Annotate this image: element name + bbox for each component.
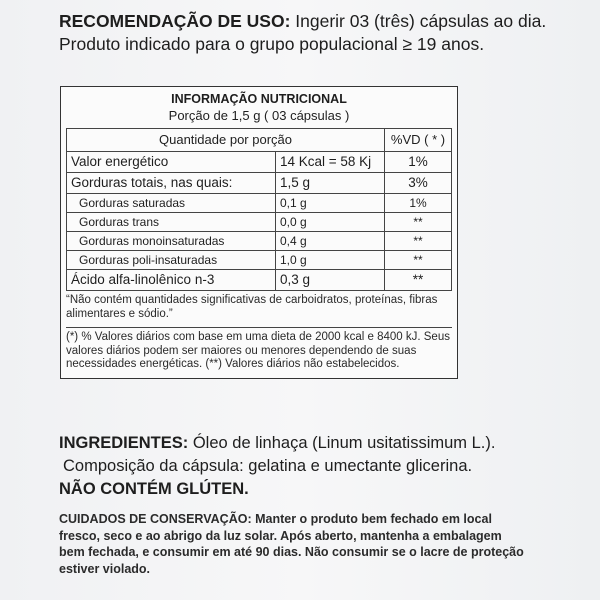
table-row	[67, 251, 452, 270]
table-row	[67, 213, 452, 232]
nutrition-portion: Porção de 1,5 g ( 03 cápsulas )	[168, 108, 350, 123]
usage-recommendation-text: Ingerir 03 (três) cápsulas ao dia. Produto indicado para o grupo populacional ≥ 19 anos.	[59, 11, 547, 54]
header-vd: %VD ( * )	[385, 129, 452, 152]
table-row	[67, 194, 452, 213]
table-row	[67, 173, 452, 194]
nutrient-name: Valor energético	[67, 152, 276, 173]
table-row	[67, 270, 452, 291]
nutrition-note-not-significant: “Não contém quantidades significativas de carboidratos, proteínas, fibras alimentares e sódio.”	[66, 294, 452, 328]
nutrient-qty: 1,5 g	[276, 173, 385, 194]
table-row	[67, 152, 452, 173]
nutrient-vd: **	[385, 270, 452, 291]
nutrition-grid	[66, 128, 452, 291]
storage-instructions: CUIDADOS DE CONSERVAÇÃO: Manter o produto bem fechado em local fresco, seco e ao abrigo da luz solar. Após aberto, mantenha a embalagem bem fechada, e consumir em até 90 dias. Não consumir se o lacre de proteção estiver violado.	[59, 512, 524, 576]
nutrition-facts-table	[60, 86, 458, 379]
ingredients-line	[59, 432, 589, 455]
gluten-notice: NÃO CONTÉM GLÚTEN.	[59, 480, 249, 498]
nutrient-name: Gorduras monoinsaturadas	[67, 232, 276, 251]
table-row	[67, 232, 452, 251]
nutrient-qty: 14 Kcal = 58 Kj	[276, 152, 385, 173]
nutrient-qty: 0,0 g	[276, 213, 385, 232]
nutrient-qty: 0,3 g	[276, 270, 385, 291]
nutrient-qty: 1,0 g	[276, 251, 385, 270]
nutrition-note-daily-values: (*) % Valores diários com base em uma dieta de 2000 kcal e 8400 kJ. Seus valores diários podem ser maiores ou menores dependendo de suas necessidades energéticas. (**) Valores diários não estabelecidos.	[66, 331, 450, 370]
nutrient-name: Gorduras trans	[67, 213, 276, 232]
capsule-composition: Composição da cápsula: gelatina e umectante glicerina.	[63, 457, 473, 475]
nutrient-name: Gorduras saturadas	[67, 194, 276, 213]
nutrition-header-row	[67, 129, 452, 152]
ingredients-section	[59, 432, 589, 501]
ingredients-label: INGREDIENTES:	[59, 434, 189, 452]
usage-recommendation-label: RECOMENDAÇÃO DE USO:	[59, 11, 291, 31]
nutrient-qty: 0,4 g	[276, 232, 385, 251]
nutrient-vd: 1%	[385, 152, 452, 173]
nutrient-qty: 0,1 g	[276, 194, 385, 213]
nutrient-name: Gorduras totais, nas quais:	[67, 173, 276, 194]
nutrient-vd: **	[385, 251, 452, 270]
nutrient-vd: **	[385, 213, 452, 232]
nutrient-name: Gorduras poli-insaturadas	[67, 251, 276, 270]
nutrient-vd: **	[385, 232, 452, 251]
nutrition-title: INFORMAÇÃO NUTRICIONAL	[171, 92, 347, 106]
nutrient-vd: 3%	[385, 173, 452, 194]
usage-recommendation	[59, 10, 579, 56]
nutrient-vd: 1%	[385, 194, 452, 213]
ingredients-text: Óleo de linhaça (Linum usitatissimum L.).	[188, 434, 496, 452]
nutrient-name: Ácido alfa-linolênico n-3	[67, 270, 276, 291]
header-quantity: Quantidade por porção	[67, 129, 385, 152]
